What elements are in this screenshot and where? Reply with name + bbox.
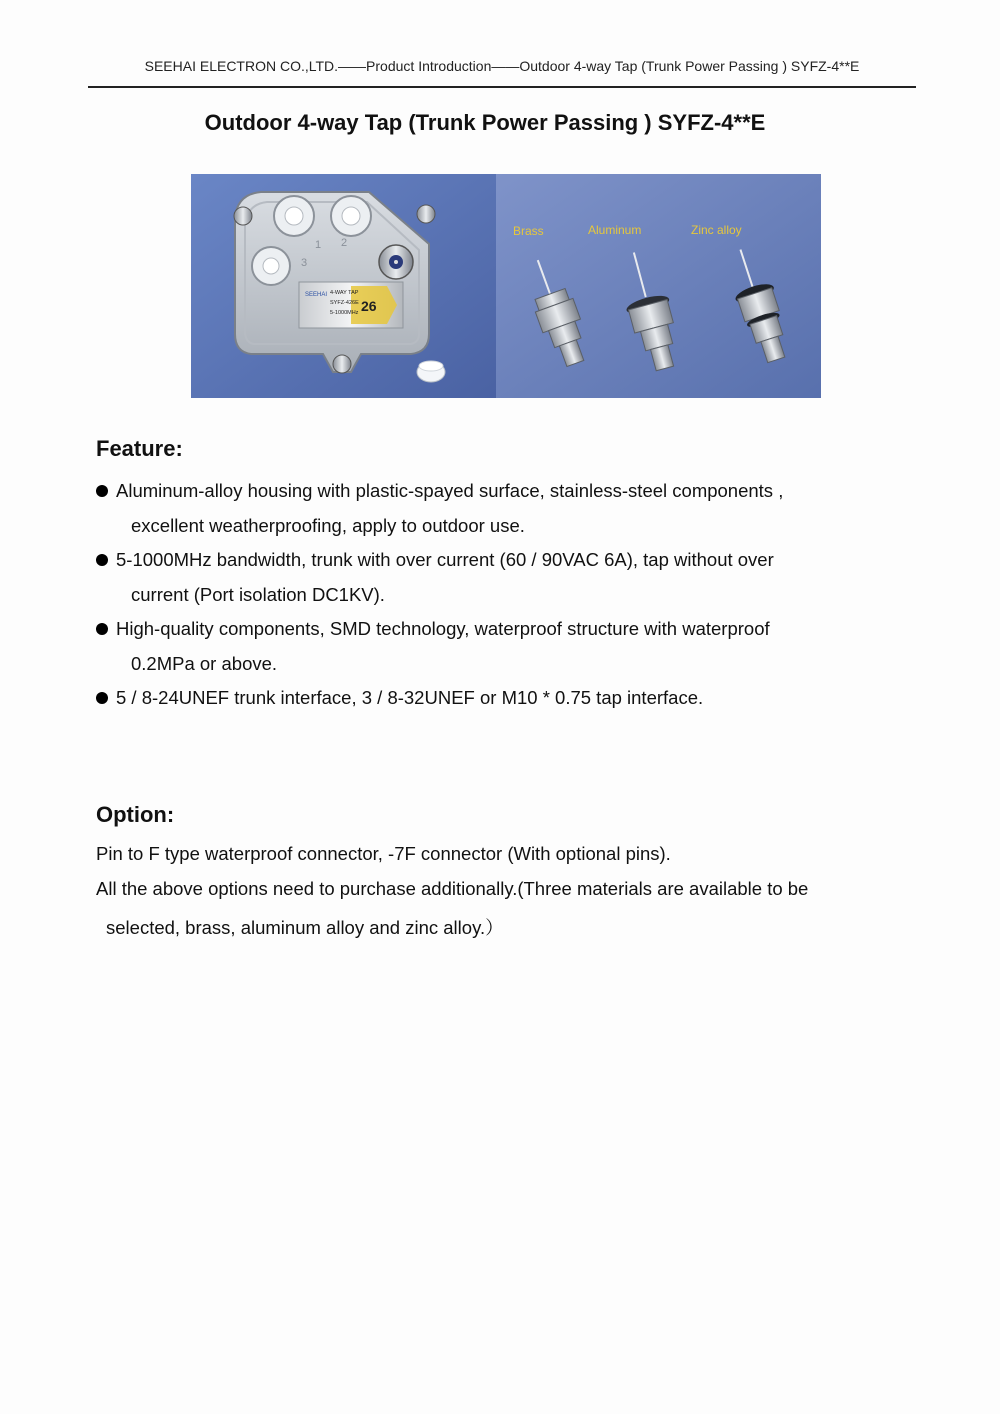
connector-label-brass: Brass bbox=[513, 224, 544, 238]
product-label-plate bbox=[299, 282, 403, 328]
label-brand: SEEHAI bbox=[305, 292, 328, 298]
feature-text-line-2: 0.2MPa or above. bbox=[131, 652, 278, 674]
feature-text-line-1: High-quality components, SMD technology, waterproof structure with waterproof bbox=[116, 618, 770, 639]
connector-label-aluminum: Aluminum bbox=[588, 223, 642, 237]
label-line-2: SYFZ-426E bbox=[330, 300, 359, 306]
tap-port-f-connector bbox=[379, 245, 413, 279]
port-number: 1 bbox=[315, 239, 322, 251]
feature-text-line-1: 5 / 8-24UNEF trunk interface, 3 / 8-32UNEF or M10 * 0.75 tap interface. bbox=[116, 687, 704, 708]
label-line-3: 5-1000MHz bbox=[330, 310, 359, 316]
list-item bbox=[96, 543, 896, 612]
tap-port-2 bbox=[331, 196, 371, 236]
bullet-icon bbox=[96, 692, 108, 704]
product-photo bbox=[191, 174, 821, 398]
list-item bbox=[96, 612, 896, 681]
plastic-cap bbox=[417, 361, 445, 382]
feature-text-line-2: current (Port isolation DC1KV). bbox=[131, 583, 385, 605]
port-number: 2 bbox=[341, 237, 348, 249]
option-text-line-2: All the above options need to purchase additionally.(Three materials are available to be bbox=[96, 878, 809, 899]
feature-heading: Feature: bbox=[96, 436, 183, 461]
feature-text-line-1: 5-1000MHz bandwidth, trunk with over current (60 / 90VAC 6A), tap without over bbox=[116, 549, 774, 570]
bullet-icon bbox=[96, 485, 108, 497]
option-text-line-1: Pin to F type waterproof connector, -7F connector (With optional pins). bbox=[96, 843, 671, 864]
bullet-icon bbox=[96, 623, 108, 635]
tap-port-3 bbox=[252, 247, 290, 285]
port-number: 3 bbox=[301, 257, 308, 269]
tap-port-1 bbox=[274, 196, 314, 236]
option-text-line-3: selected, brass, aluminum alloy and zinc alloy.） bbox=[106, 917, 504, 938]
option-heading: Option: bbox=[96, 802, 175, 827]
list-item bbox=[96, 474, 896, 543]
label-line-1: 4-WAY TAP bbox=[330, 290, 359, 296]
page-header bbox=[88, 58, 916, 88]
connector-label-zinc-alloy: Zinc alloy bbox=[691, 223, 742, 237]
feature-text-line-1: Aluminum-alloy housing with plastic-spayed surface, stainless-steel components , bbox=[116, 480, 784, 501]
label-value: 26 bbox=[361, 298, 377, 314]
page-title: Outdoor 4-way Tap (Trunk Power Passing ) SYFZ-4**E bbox=[204, 110, 766, 135]
feature-list bbox=[96, 474, 896, 716]
feature-text-line-2: excellent weatherproofing, apply to outdoor use. bbox=[131, 514, 525, 536]
header-text: SEEHAI ELECTRON CO.,LTD.——Product Introduction——Outdoor 4-way Tap (Trunk Power Passing ) SYFZ-4**E bbox=[144, 58, 860, 74]
list-item bbox=[96, 681, 896, 716]
bullet-icon bbox=[96, 554, 108, 566]
